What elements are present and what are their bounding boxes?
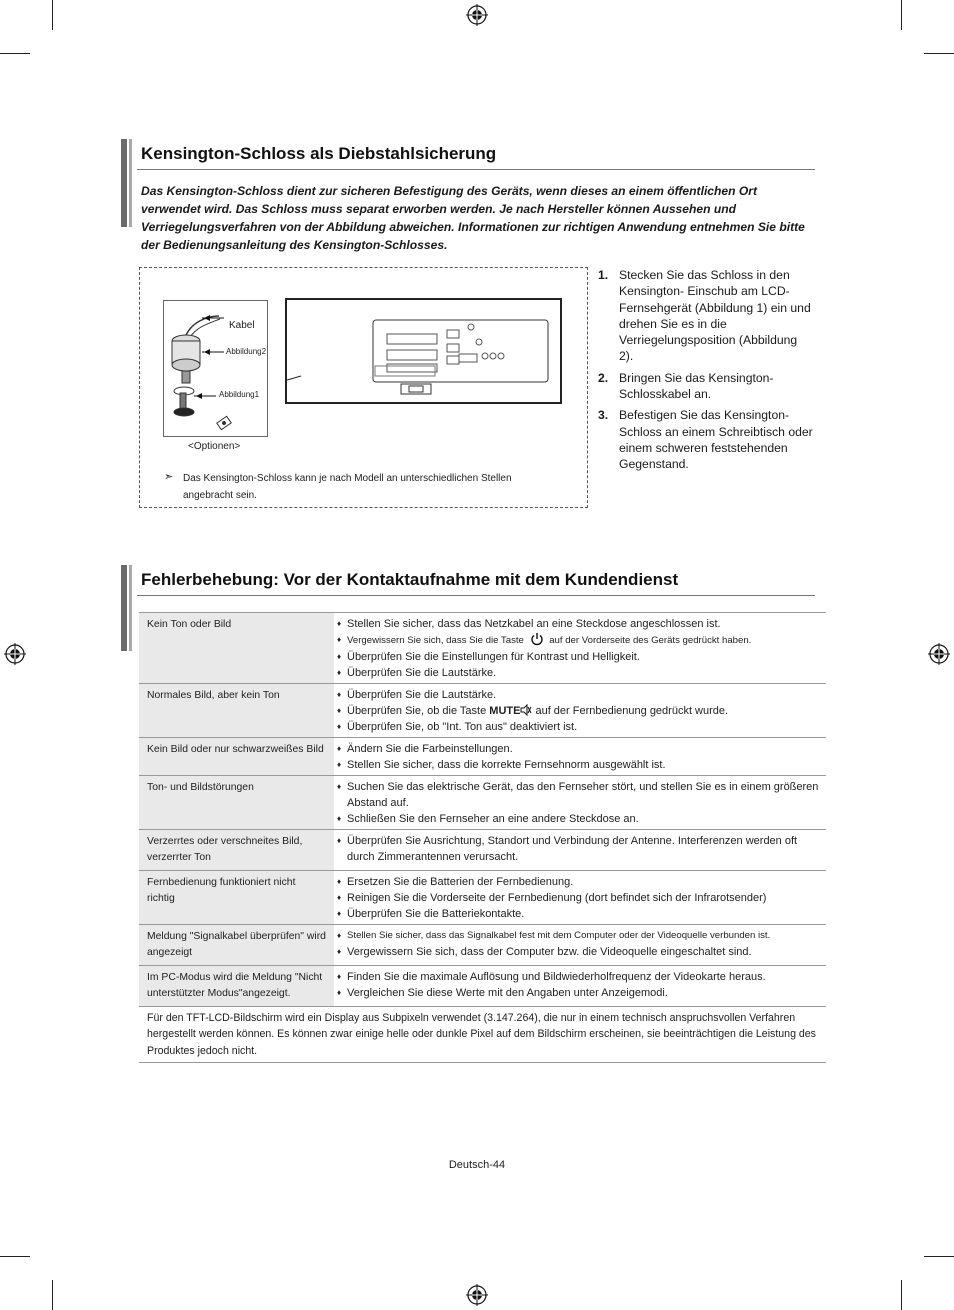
bullet-icon: ♦: [337, 706, 342, 715]
step-item: [598, 407, 813, 472]
section-marker: [129, 565, 132, 651]
page-number: Deutsch-44: [448, 1159, 506, 1171]
section-marker: [121, 565, 127, 651]
bullet-icon: ♦: [337, 988, 342, 997]
solution-item: [337, 757, 822, 773]
solution-text: [347, 703, 822, 719]
label-abbildung2: Abbildung2: [226, 347, 267, 356]
solution-cell: [334, 776, 826, 829]
table-row: [139, 871, 826, 925]
solution-item: [337, 741, 822, 757]
bullet-icon: ♦: [337, 690, 342, 699]
section-rule: [137, 595, 815, 596]
registration-mark-icon: [466, 1284, 488, 1306]
bullet-icon: ♦: [337, 619, 342, 628]
table-footer-note: Für den TFT-LCD-Bildschirm wird ein Display aus Subpixeln verwendet (3.147.264), die nur in einem technisch anspruchsvollen Verfahren hergestellt werden können. Es können zwar einige helle oder dunkle Pixel auf dem Bildschirm erscheinen, sie beeinträchtigen die Leistung des Produktes jedoch nicht.: [139, 1007, 826, 1063]
mute-key-label: MUTE: [489, 705, 521, 717]
solution-text: Vergewissern Sie sich, dass der Computer bzw. die Videoquelle eingeschaltet sind.: [347, 946, 752, 958]
table-row: [139, 776, 826, 830]
solution-text: Überprüfen Sie, ob "Int. Ton aus" deaktiviert ist.: [347, 721, 578, 733]
solution-cell: [334, 684, 826, 737]
solution-item: [337, 687, 822, 703]
solution-cell: [334, 925, 826, 965]
crop-mark: [52, 0, 53, 30]
solution-text: Überprüfen Sie die Einstellungen für Kontrast und Helligkeit.: [347, 651, 640, 663]
solution-item: [337, 928, 822, 944]
section-marker: [129, 139, 132, 227]
section-title-troubleshooting: Fehlerbehebung: Vor der Kontaktaufnahme mit dem Kundendienst: [141, 570, 679, 589]
table-row: [139, 684, 826, 738]
solution-item: [337, 969, 822, 985]
crop-mark: [52, 1280, 53, 1310]
solution-item: [337, 649, 822, 665]
registration-mark-icon: [928, 643, 950, 665]
section-title-kensington: Kensington-Schloss als Diebstahlsicherung: [141, 144, 497, 163]
solution-item: [337, 906, 822, 922]
table-row: [139, 830, 826, 871]
table-row: [139, 738, 826, 776]
solution-text-part: Überprüfen Sie, ob die Taste: [347, 705, 487, 717]
troubleshooting-table: [139, 612, 826, 1063]
registration-mark-icon: [466, 4, 488, 26]
bullet-icon: ♦: [337, 652, 342, 661]
solution-text: Stellen Sie sicher, dass die korrekte Fernsehnorm ausgewählt ist.: [347, 759, 666, 771]
section-marker: [121, 139, 127, 227]
solution-item: [337, 874, 822, 890]
problem-cell: Verzerrtes oder verschneites Bild, verzerrter Ton: [139, 830, 334, 870]
problem-cell: Ton- und Bildstörungen: [139, 776, 334, 829]
bullet-icon: ♦: [337, 760, 342, 769]
table-row: [139, 966, 826, 1007]
solution-text: Stellen Sie sicher, dass das Netzkabel an eine Steckdose angeschlossen ist.: [347, 618, 721, 630]
label-abbildung1: Abbildung1: [219, 390, 260, 399]
solution-item: [337, 632, 822, 649]
bullet-icon: ♦: [337, 947, 342, 956]
crop-mark: [0, 1256, 30, 1257]
step-text: Stecken Sie das Schloss in den Kensington- Einschub am LCD- Fernsehgerät (Abbildung 1) ein und drehen Sie es in die Verriegelungsposition (Abbildung 2).: [619, 268, 811, 364]
solution-text: Ersetzen Sie die Batterien der Fernbedienung.: [347, 876, 574, 888]
solution-item: [337, 890, 822, 906]
bullet-icon: ♦: [337, 893, 342, 902]
solution-item: [337, 719, 822, 735]
solution-text: Finden Sie die maximale Auflösung und Bildwiederholfrequenz der Videokarte heraus.: [347, 971, 766, 983]
step-number: 2.: [598, 370, 609, 385]
step-number: 3.: [598, 408, 609, 423]
problem-cell: Im PC-Modus wird die Meldung "Nicht unterstützter Modus"angezeigt.: [139, 966, 334, 1006]
solution-item: [337, 833, 822, 865]
solution-item: [337, 811, 822, 827]
step-text: Befestigen Sie das Kensington-Schloss an einem Schreibtisch oder einem schweren feststehenden Gegenstand.: [619, 408, 813, 472]
solution-text-part: auf der Fernbedienung gedrückt wurde.: [535, 705, 729, 717]
problem-cell: Normales Bild, aber kein Ton: [139, 684, 334, 737]
bullet-icon: ♦: [337, 722, 342, 731]
problem-cell: Fernbedienung funktioniert nicht richtig: [139, 871, 334, 924]
bullet-icon: ♦: [337, 972, 342, 981]
solution-text: Reinigen Sie die Vorderseite der Fernbedienung (dort befindet sich der Infrarotsender): [347, 892, 767, 904]
problem-cell: Kein Ton oder Bild: [139, 613, 334, 683]
bullet-icon: ♦: [337, 744, 342, 753]
label-optionen: <Optionen>: [188, 441, 241, 452]
crop-mark: [901, 0, 902, 30]
bullet-icon: ♦: [337, 635, 342, 644]
solution-text: Stellen Sie sicher, dass das Signalkabel fest mit dem Computer oder der Videoquelle verbunden ist.: [347, 930, 771, 941]
solution-item: [337, 944, 822, 960]
crop-mark: [924, 1256, 954, 1257]
solution-cell: [334, 830, 826, 870]
bullet-icon: ♦: [337, 668, 342, 677]
step-item: [598, 267, 813, 365]
crop-mark: [924, 53, 954, 54]
connector-panel-illustration: [287, 300, 560, 402]
steps-list: [598, 267, 813, 478]
solution-cell: [334, 966, 826, 1006]
mute-icon: [520, 704, 532, 716]
solution-text: Schließen Sie den Fernseher an eine andere Steckdose an.: [347, 813, 639, 825]
table-row: [139, 613, 826, 684]
step-text: Bringen Sie das Kensington-Schlosskabel an.: [619, 370, 774, 402]
table-row: [139, 925, 826, 966]
note-arrow-icon: ➣: [164, 471, 174, 483]
bullet-icon: ♦: [337, 877, 342, 886]
label-kabel: Kabel: [229, 320, 255, 331]
power-icon: [530, 632, 544, 646]
bullet-icon: ♦: [337, 909, 342, 918]
solution-text: Ändern Sie die Farbeinstellungen.: [347, 743, 513, 755]
solution-text-part: auf der Vorderseite des Geräts gedrückt haben.: [549, 635, 752, 646]
solution-item: [337, 985, 822, 1001]
registration-mark-icon: [4, 643, 26, 665]
step-number: 1.: [598, 268, 609, 282]
figure-box: [139, 267, 588, 508]
solution-item: [337, 703, 822, 719]
crop-mark: [0, 53, 30, 54]
solution-item: [337, 616, 822, 632]
solution-item: [337, 665, 822, 681]
solution-text: Überprüfen Sie die Lautstärke.: [347, 689, 497, 701]
bullet-icon: ♦: [337, 814, 342, 823]
bullet-icon: ♦: [337, 931, 342, 940]
solution-text: Überprüfen Sie die Lautstärke.: [347, 667, 497, 679]
solution-text: Vergleichen Sie diese Werte mit den Angaben unter Anzeigemodi.: [347, 987, 668, 999]
solution-text: Suchen Sie das elektrische Gerät, das den Fernseher stört, und stellen Sie es in einem größeren Abstand auf.: [347, 781, 819, 809]
solution-text: Überprüfen Sie die Batteriekontakte.: [347, 908, 525, 920]
problem-cell: Meldung "Signalkabel überprüfen" wird angezeigt: [139, 925, 334, 965]
solution-text: [347, 632, 822, 649]
solution-item: [337, 779, 822, 811]
figure-note: Das Kensington-Schloss kann je nach Modell an unterschiedlichen Stellen angebracht sein.: [183, 473, 512, 501]
bullet-icon: ♦: [337, 782, 342, 791]
crop-mark: [901, 1280, 902, 1310]
section-rule: [137, 169, 815, 170]
problem-cell: Kein Bild oder nur schwarzweißes Bild: [139, 738, 334, 775]
solution-text: Überprüfen Sie Ausrichtung, Standort und Verbindung der Antenne. Interferenzen werden oft durch Zimmerantennen verursacht.: [347, 835, 798, 863]
intro-paragraph: Das Kensington-Schloss dient zur sicheren Befestigung des Geräts, wenn dieses an einem öffentlichen Ort verwendet wird. Das Schloss muss separat erworben werden. Je nach Hersteller können Aussehen und Verriegelungsverfahren von der Abbildung abweichen. Informationen zur richtigen Anwendung entnehmen Sie bitte der Bedienungsanleitung des Kensington-Schlosses.: [141, 184, 805, 252]
step-item: [598, 370, 813, 403]
solution-text-part: Vergewissern Sie sich, dass Sie die Taste: [347, 635, 524, 646]
solution-cell: [334, 738, 826, 775]
solution-cell: [334, 613, 826, 683]
bullet-icon: ♦: [337, 836, 342, 845]
solution-cell: [334, 871, 826, 924]
